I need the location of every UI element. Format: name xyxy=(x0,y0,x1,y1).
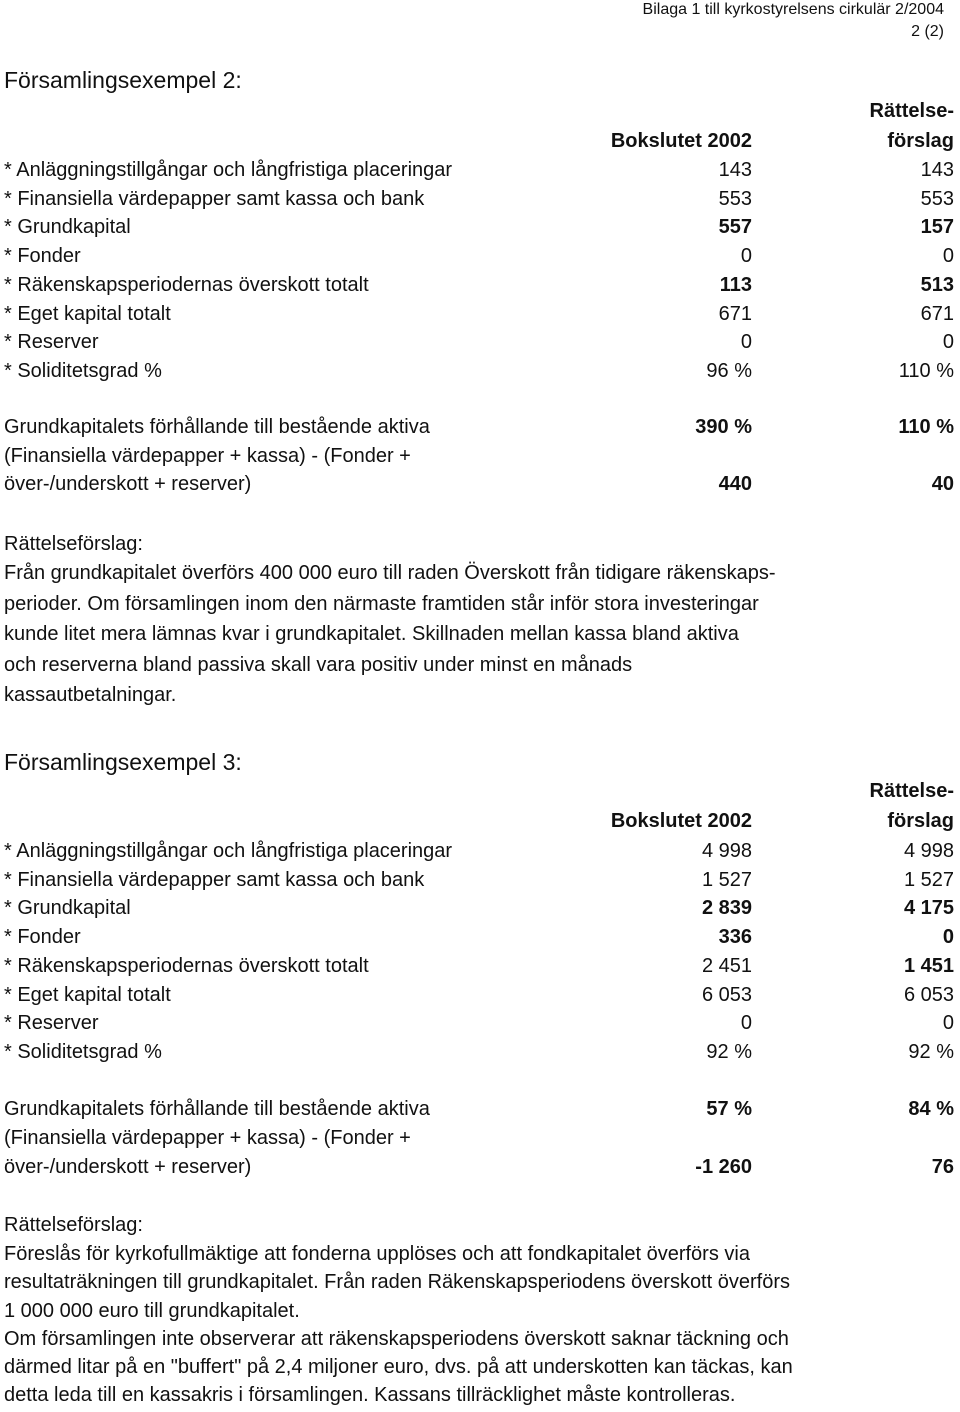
ex3-row-solidity xyxy=(4,1038,954,1067)
ex3-col-bokslutet: Bokslutet 2002 xyxy=(610,810,752,832)
value-bokslutet: 143 xyxy=(718,159,752,181)
value-bokslutet: 113 xyxy=(719,273,752,296)
value-bokslutet: 96 % xyxy=(706,359,752,382)
value-correction: 513 xyxy=(920,273,954,296)
ex2-row-solidity xyxy=(4,357,954,386)
value-correction: 40 xyxy=(931,473,954,495)
ex2-row-grundkapital xyxy=(4,213,954,242)
ex3-row-financial-securities xyxy=(4,866,954,895)
row-label: Grundkapitalets förhållande till bestående aktiva xyxy=(4,416,430,438)
row-label: * Reserver xyxy=(4,331,99,354)
note-line: och reserverna bland passiva skall vara positiv under minst en månads xyxy=(4,653,633,676)
ex2-col-correction-line1: Rättelse- xyxy=(869,100,954,122)
value-bokslutet: 0 xyxy=(740,245,752,268)
value-bokslutet: 1 527 xyxy=(701,868,752,891)
value-correction: 0 xyxy=(942,331,954,354)
value-bokslutet: 2 839 xyxy=(701,897,752,920)
ex2-row-ratio xyxy=(4,413,954,442)
ex3-col-correction-line2: förslag xyxy=(887,810,954,832)
ex3-row-grundkapital xyxy=(4,894,954,923)
value-correction: 6 053 xyxy=(903,983,954,1006)
row-label: * Eget kapital totalt xyxy=(4,983,171,1006)
value-correction: 92 % xyxy=(908,1040,954,1063)
value-correction: 76 xyxy=(931,1156,954,1178)
value-correction: 110 % xyxy=(898,416,954,438)
row-label: över-/underskott + reserver) xyxy=(4,1156,252,1178)
ex2-note-paragraph xyxy=(4,558,954,711)
value-correction: 84 % xyxy=(908,1098,954,1120)
value-bokslutet: 336 xyxy=(718,926,752,949)
value-bokslutet: 57 % xyxy=(706,1098,752,1120)
note-line: detta leda till en kassakris i församlingen. Kassans tillräcklighet måste kontrolleras. xyxy=(4,1384,736,1407)
value-bokslutet: -1 260 xyxy=(695,1156,752,1178)
value-bokslutet: 0 xyxy=(740,1012,752,1035)
note-line: kassautbetalningar. xyxy=(4,684,177,706)
ex2-row-surplus xyxy=(4,271,954,300)
row-label: * Soliditetsgrad % xyxy=(4,359,162,382)
value-correction: 0 xyxy=(942,1012,954,1035)
value-bokslutet: 2 451 xyxy=(701,954,752,977)
note-line: därmed litar på en "buffert" på 2,4 miljoner euro, dvs. på att underskotten kan täckas, kan xyxy=(4,1356,793,1379)
row-label: * Räkenskapsperiodernas överskott totalt xyxy=(4,954,369,977)
ex3-row-ratio xyxy=(4,1095,954,1124)
ex3-formula-line1: (Finansiella värdepapper + kassa) - (Fonder + xyxy=(4,1127,411,1149)
ex2-col-correction-line2: förslag xyxy=(887,130,954,152)
row-label: * Soliditetsgrad % xyxy=(4,1040,162,1063)
ex3-row-reserver xyxy=(4,1009,954,1038)
row-label: över-/underskott + reserver) xyxy=(4,473,252,495)
note-line: kunde litet mera lämnas kvar i grundkapitalet. Skillnaden mellan kassa bland aktiva xyxy=(4,623,739,645)
ex2-col-bokslutet: Bokslutet 2002 xyxy=(610,130,752,152)
value-bokslutet: 4 998 xyxy=(701,840,752,862)
ex3-row-fixed-assets xyxy=(4,837,954,866)
note-line: Föreslås för kyrkofullmäktige att fonderna upplöses och att fondkapitalet överförs via xyxy=(4,1243,750,1265)
row-label: * Anläggningstillgångar och långfristiga placeringar xyxy=(4,159,453,181)
value-correction: 4 998 xyxy=(903,840,954,862)
row-label: * Finansiella värdepapper samt kassa och bank xyxy=(4,868,425,891)
value-bokslutet: 671 xyxy=(718,302,752,325)
ex3-note-heading: Rättelseförslag: xyxy=(4,1214,143,1236)
value-correction: 0 xyxy=(942,926,954,949)
row-label: * Finansiella värdepapper samt kassa och bank xyxy=(4,187,425,210)
example-3-title: Församlingsexempel 3: xyxy=(4,749,242,775)
value-correction: 671 xyxy=(920,302,954,325)
row-label: Grundkapitalets förhållande till bestående aktiva xyxy=(4,1098,430,1120)
ex2-formula-line1: (Finansiella värdepapper + kassa) - (Fonder + xyxy=(4,445,411,467)
ex2-row-reserver xyxy=(4,328,954,357)
row-label: * Räkenskapsperiodernas överskott totalt xyxy=(4,273,369,296)
ex3-row-surplus xyxy=(4,952,954,981)
row-label: * Fonder xyxy=(4,926,81,949)
value-bokslutet: 390 % xyxy=(695,416,752,438)
row-label: * Eget kapital totalt xyxy=(4,302,171,325)
value-bokslutet: 6 053 xyxy=(701,983,752,1006)
value-bokslutet: 440 xyxy=(718,473,752,495)
ex3-row-formula xyxy=(4,1153,954,1182)
row-label: * Grundkapital xyxy=(4,897,131,920)
note-line: perioder. Om församlingen inom den närmaste framtiden står inför stora investeringar xyxy=(4,592,759,615)
ex2-row-formula xyxy=(4,470,954,499)
row-label: * Fonder xyxy=(4,245,81,268)
ex3-row-equity xyxy=(4,981,954,1010)
note-line: Om församlingen inte observerar att räkenskapsperiodens överskott saknar täckning och xyxy=(4,1327,789,1350)
ex2-note-heading: Rättelseförslag: xyxy=(4,533,143,555)
ex3-row-fonder xyxy=(4,923,954,952)
note-line: resultaträkningen till grundkapitalet. Från raden Räkenskapsperiodens överskott överförs xyxy=(4,1271,790,1294)
row-label: * Grundkapital xyxy=(4,216,131,239)
value-bokslutet: 557 xyxy=(718,216,752,239)
ex3-note-paragraph xyxy=(4,1240,954,1410)
ex2-row-financial-securities xyxy=(4,185,954,214)
row-label: * Anläggningstillgångar och långfristiga placeringar xyxy=(4,840,453,862)
note-line: 1 000 000 euro till grundkapitalet. xyxy=(4,1299,300,1322)
example-2-title: Församlingsexempel 2: xyxy=(4,67,242,93)
value-bokslutet: 92 % xyxy=(706,1040,752,1063)
value-correction: 110 % xyxy=(898,359,954,382)
value-correction: 0 xyxy=(942,245,954,268)
value-correction: 157 xyxy=(920,216,954,239)
page-number: 2 (2) xyxy=(911,23,944,40)
document-header: Bilaga 1 till kyrkostyrelsens cirkulär 2/2004 xyxy=(642,1,944,18)
ex2-row-fonder xyxy=(4,242,954,271)
value-bokslutet: 0 xyxy=(740,331,752,354)
note-line: Från grundkapitalet överförs 400 000 euro till raden Överskott från tidigare räkenskaps- xyxy=(4,562,776,584)
value-bokslutet: 553 xyxy=(718,187,752,210)
value-correction: 1 527 xyxy=(903,868,954,891)
row-label: * Reserver xyxy=(4,1012,99,1035)
value-correction: 1 451 xyxy=(903,954,954,977)
value-correction: 553 xyxy=(920,187,954,210)
ex2-row-equity xyxy=(4,300,954,329)
ex3-col-correction-line1: Rättelse- xyxy=(869,780,954,802)
ex2-row-fixed-assets xyxy=(4,156,954,185)
value-correction: 143 xyxy=(920,159,954,181)
value-correction: 4 175 xyxy=(903,897,954,920)
